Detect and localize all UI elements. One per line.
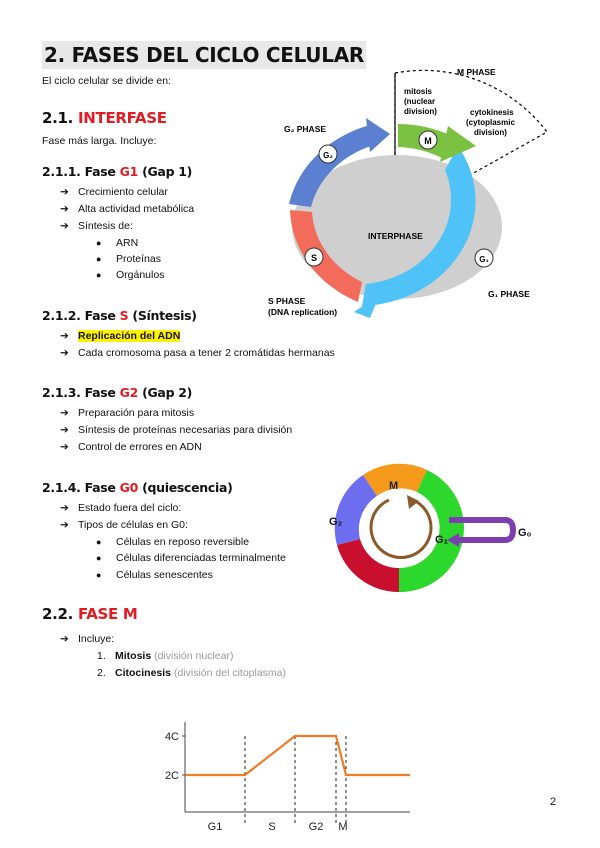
- heading-g2: [42, 384, 192, 402]
- x-tick-label: S: [268, 821, 276, 833]
- list-item-text: Síntesis de:: [78, 220, 133, 232]
- list-item: [60, 631, 114, 647]
- mitosis-label: division): [404, 107, 437, 116]
- heading-number: 2.1.: [42, 109, 74, 127]
- list-item-text: ARN: [116, 237, 139, 249]
- list-item: [60, 422, 292, 438]
- sub-list-item: [96, 235, 138, 251]
- cytokinesis-label: division): [474, 128, 507, 137]
- list-item: [60, 500, 181, 516]
- title-text: FASES DEL CICLO CELULAR: [71, 43, 364, 67]
- list-item: [60, 201, 194, 217]
- heading-pre: Fase: [84, 385, 116, 400]
- bullet-icon: ●: [96, 553, 102, 563]
- heading-post: (Gap 2): [142, 385, 193, 400]
- list-item-text: Proteínas: [116, 253, 161, 265]
- heading-post: (Síntesis): [132, 308, 197, 323]
- arrow-icon: ➔: [60, 519, 69, 531]
- list-item-text: Tipos de células en G0:: [78, 519, 188, 531]
- g2-label: G₂: [329, 516, 343, 528]
- phase-code: G2: [119, 385, 138, 400]
- heading-number: 2.1.3.: [42, 385, 81, 400]
- bullet-icon: ●: [96, 537, 102, 547]
- bullet-icon: ●: [96, 254, 102, 264]
- numbered-item: [97, 648, 233, 664]
- item-term: Mitosis: [115, 650, 152, 662]
- mitosis-label: mitosis: [404, 87, 433, 96]
- g0-cycle-diagram: [315, 445, 540, 610]
- arrow-icon: ➔: [60, 424, 69, 436]
- arrow-icon: ➔: [60, 203, 69, 215]
- list-item: [60, 184, 168, 200]
- g2-phase-label: G₂ PHASE: [284, 124, 327, 134]
- g1-label: G₁: [435, 534, 449, 546]
- heading-fase-m: [42, 604, 138, 624]
- x-tick-label: G1: [207, 821, 223, 833]
- list-item: [60, 439, 202, 455]
- list-item-text: Incluye:: [78, 633, 115, 645]
- arrow-icon: ➔: [60, 330, 69, 342]
- phase-code: G1: [119, 164, 138, 179]
- item-number: 2.: [97, 667, 106, 679]
- s-label: S: [353, 578, 361, 590]
- g2-badge-label: G₂: [323, 151, 333, 160]
- g2-arrowhead: [366, 118, 390, 152]
- list-item-text: Células en reposo reversible: [116, 536, 250, 548]
- interphase-label: INTERPHASE: [368, 231, 423, 241]
- phase-code: S: [119, 308, 129, 323]
- list-item-text: Orgánulos: [116, 269, 165, 281]
- x-tick-label: M: [338, 821, 348, 833]
- item-term: Citocinesis: [115, 667, 172, 679]
- list-item: [60, 405, 194, 421]
- heading-g0: [42, 479, 233, 497]
- arrow-icon: ➔: [60, 502, 69, 514]
- g1-badge-label: G₁: [479, 255, 489, 264]
- y-tick-label: 2C: [164, 770, 179, 782]
- page-number: 2: [550, 796, 557, 808]
- heading-number: 2.1.1.: [42, 164, 81, 179]
- sub-list-item: [96, 534, 249, 550]
- list-item-text: Crecimiento celular: [78, 186, 168, 198]
- arrow-icon: ➔: [60, 186, 69, 198]
- s-badge-label: S: [310, 253, 318, 263]
- dna-content-chart: [150, 722, 415, 836]
- heading-label: INTERFASE: [78, 109, 167, 127]
- g0-label: G₀: [518, 527, 532, 539]
- bullet-icon: ●: [96, 570, 102, 580]
- interfase-desc: Fase más larga. Incluye:: [42, 135, 157, 147]
- x-tick-label: G2: [308, 821, 324, 833]
- mitosis-label: (nuclear: [404, 97, 436, 106]
- y-tick-label: 4C: [164, 731, 179, 743]
- arrow-icon: ➔: [60, 441, 69, 453]
- list-item: [60, 517, 188, 533]
- sub-list-item: [96, 550, 286, 566]
- bullet-icon: ●: [96, 238, 102, 248]
- item-number: 1.: [97, 650, 106, 662]
- list-item-text: Síntesis de proteínas necesarias para división: [78, 424, 293, 436]
- g1-phase-label: G₁ PHASE: [488, 289, 530, 299]
- s-phase-label: S PHASE: [268, 296, 306, 306]
- sub-list-item: [96, 267, 164, 283]
- cell-cycle-diagram: [262, 62, 552, 324]
- heading-g1: [42, 163, 192, 181]
- arrow-icon: ➔: [60, 220, 69, 232]
- m-badge-label: M: [424, 136, 432, 146]
- heading-pre: Fase: [84, 164, 116, 179]
- highlighted-text: Replicación del ADN: [78, 330, 181, 342]
- bullet-icon: ●: [96, 270, 102, 280]
- heading-number: 2.1.2.: [42, 308, 81, 323]
- heading-number: 2.1.4.: [42, 480, 81, 495]
- arrow-icon: ➔: [60, 347, 69, 359]
- list-item-text: Preparación para mitosis: [78, 407, 195, 419]
- list-item-text: Control de errores en ADN: [78, 441, 202, 453]
- cytokinesis-label: cytokinesis: [470, 108, 514, 117]
- heading-interfase: [42, 108, 167, 128]
- m-phase-label: M PHASE: [457, 67, 496, 77]
- phase-code: G0: [119, 480, 138, 495]
- numbered-item: [97, 665, 286, 681]
- arrow-icon: ➔: [60, 407, 69, 419]
- list-item-text: Células diferenciadas terminalmente: [116, 552, 286, 564]
- list-item-text: Células senescentes: [116, 569, 213, 581]
- list-item: [60, 218, 133, 234]
- list-item: [60, 345, 335, 361]
- heading-s: [42, 307, 197, 325]
- list-item-text: Estado fuera del ciclo:: [78, 502, 182, 514]
- heading-pre: Fase: [84, 308, 116, 323]
- list-item-text: Cada cromosoma pasa a tener 2 cromátidas hermanas: [78, 347, 335, 359]
- title-number: 2.: [44, 43, 65, 67]
- m-label: M: [389, 480, 399, 492]
- cytokinesis-label: (cytoplasmic: [466, 118, 515, 127]
- heading-pre: Fase: [84, 480, 116, 495]
- arrow-icon: ➔: [60, 633, 69, 645]
- sub-list-item: [96, 251, 161, 267]
- dna-content-line: [185, 736, 410, 775]
- item-note: (división nuclear): [154, 650, 234, 662]
- sub-list-item: [96, 567, 213, 583]
- list-item: [60, 328, 180, 344]
- heading-post: (Gap 1): [142, 164, 193, 179]
- heading-post: (quiescencia): [142, 480, 233, 495]
- item-note: (división del citoplasma): [173, 667, 286, 679]
- s-phase-label: (DNA replication): [268, 307, 338, 317]
- intro-text: El ciclo celular se divide en:: [42, 75, 171, 87]
- heading-number: 2.2.: [42, 605, 74, 623]
- list-item-text: Alta actividad metabólica: [78, 203, 195, 215]
- heading-label: FASE M: [78, 605, 138, 623]
